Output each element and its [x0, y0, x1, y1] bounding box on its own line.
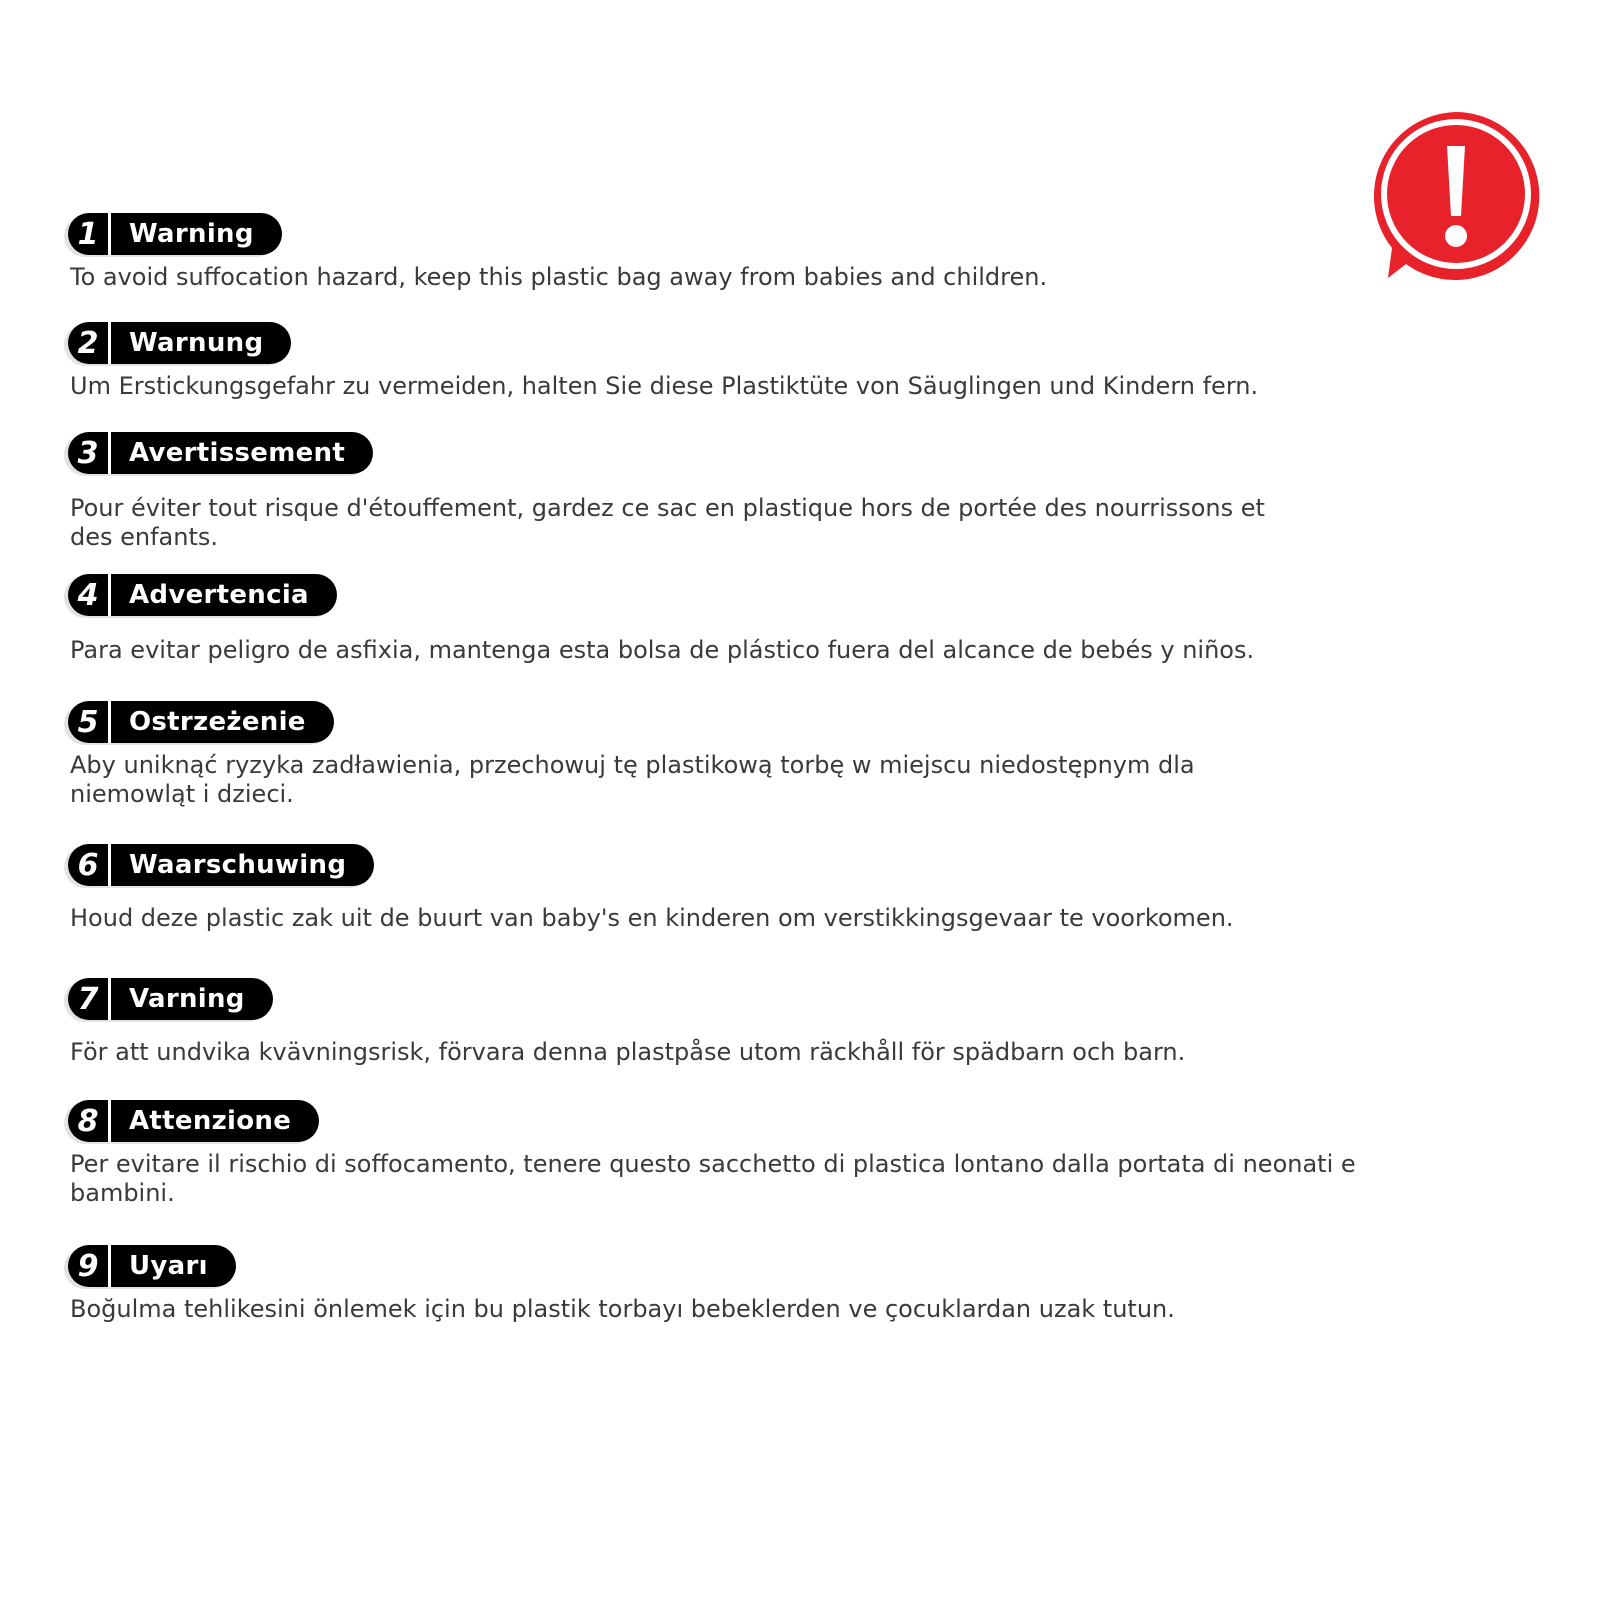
warning-header — [68, 701, 334, 743]
warning-item-8 — [68, 1100, 1388, 1208]
warning-header — [68, 978, 273, 1020]
warning-title: Avertissement — [129, 438, 346, 468]
warning-title: Warning — [129, 219, 254, 249]
warning-number: 2 — [68, 322, 111, 364]
warning-title: Varning — [129, 984, 245, 1014]
warning-text: Houd deze plastic zak uit de buurt van baby's en kinderen om verstikkingsgevaar te voorkomen. — [70, 904, 1234, 932]
warning-item-7 — [68, 978, 1388, 1067]
warning-header — [68, 844, 374, 886]
warning-header — [68, 322, 291, 364]
warning-text: Boğulma tehlikesini önlemek için bu plastik torbayı bebeklerden ve çocuklardan uzak tutun. — [70, 1295, 1175, 1323]
warning-header — [68, 432, 373, 474]
warning-item-5 — [68, 701, 1388, 809]
warning-title: Advertencia — [129, 580, 309, 610]
warning-item-6 — [68, 844, 1388, 933]
warning-number: 8 — [68, 1100, 111, 1142]
warning-text: Aby uniknąć ryzyka zadławienia, przechowuj tę plastikową torbę w miejscu niedostępnym dla niemowląt i dzieci. — [70, 751, 1195, 808]
warning-header — [68, 1245, 236, 1287]
warning-item-2 — [68, 322, 1388, 401]
warning-text: To avoid suffocation hazard, keep this plastic bag away from babies and children. — [70, 263, 1048, 291]
warning-title: Ostrzeżenie — [129, 707, 306, 737]
warning-title: Warnung — [129, 328, 264, 358]
warning-number: 7 — [68, 978, 111, 1020]
exclamation-speech-bubble-icon — [1368, 108, 1544, 284]
warning-text: Pour éviter tout risque d'étouffement, gardez ce sac en plastique hors de portée des nourrissons et des enfants. — [70, 494, 1265, 551]
warning-item-1 — [68, 213, 1388, 292]
warning-item-4 — [68, 574, 1388, 665]
warning-header — [68, 213, 282, 255]
warning-number: 1 — [68, 213, 111, 255]
warning-title: Uyarı — [129, 1251, 208, 1281]
warning-header — [68, 574, 337, 616]
warning-text: Para evitar peligro de asfixia, mantenga esta bolsa de plástico fuera del alcance de bebés y niños. — [70, 636, 1255, 664]
warning-number: 5 — [68, 701, 111, 743]
warning-header — [68, 1100, 319, 1142]
warning-number: 9 — [68, 1245, 111, 1287]
warning-item-3 — [68, 432, 1388, 552]
warning-number: 4 — [68, 574, 111, 616]
warning-text: Per evitare il rischio di soffocamento, tenere questo sacchetto di plastica lontano dalla portata di neonati e bambini. — [70, 1150, 1356, 1207]
warning-number: 6 — [68, 844, 111, 886]
warning-text: Um Erstickungsgefahr zu vermeiden, halten Sie diese Plastiktüte von Säuglingen und Kindern fern. — [70, 372, 1259, 400]
warning-item-9 — [68, 1245, 1388, 1324]
warning-title: Waarschuwing — [129, 850, 347, 880]
warning-text: För att undvika kvävningsrisk, förvara denna plastpåse utom räckhåll för spädbarn och barn. — [70, 1038, 1186, 1066]
warning-number: 3 — [68, 432, 111, 474]
warning-title: Attenzione — [129, 1106, 292, 1136]
